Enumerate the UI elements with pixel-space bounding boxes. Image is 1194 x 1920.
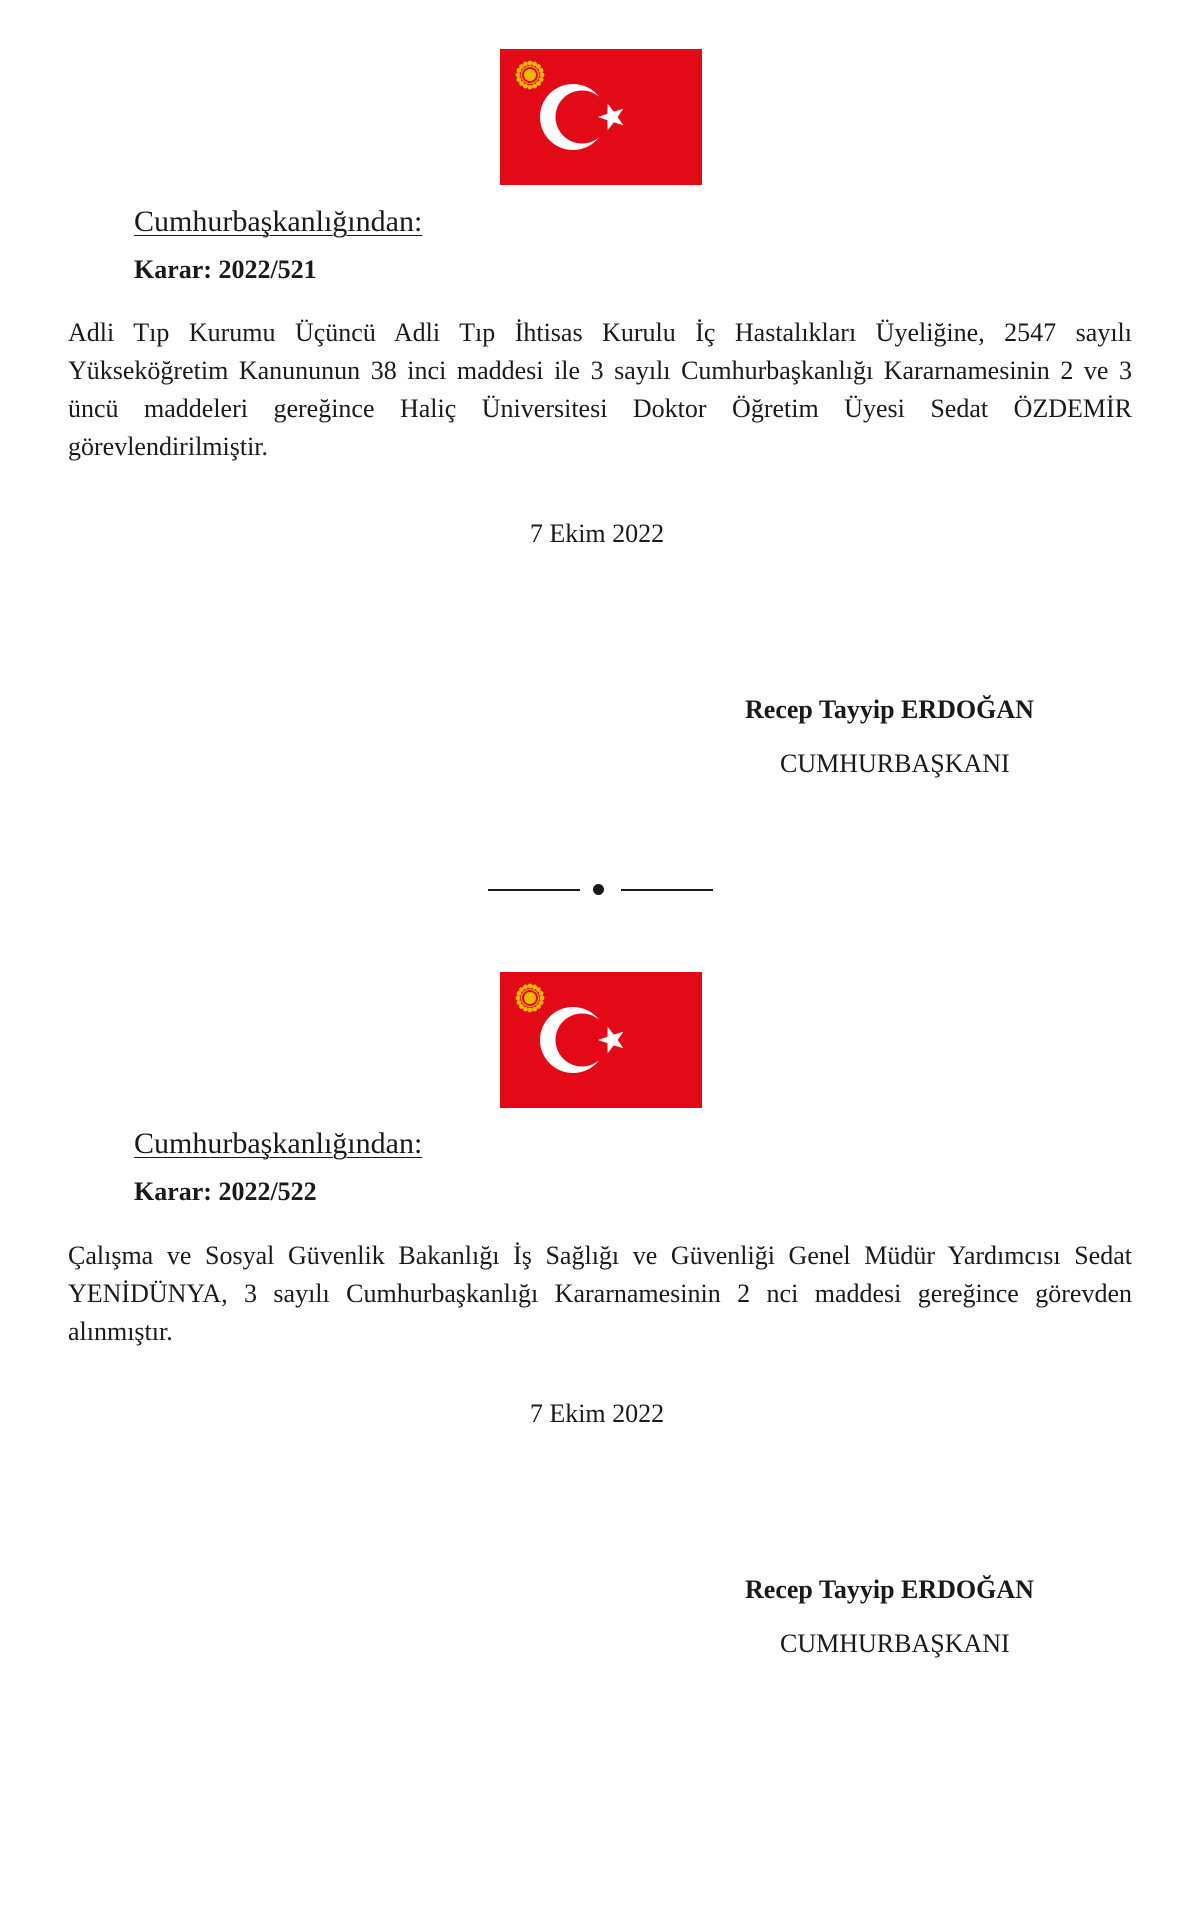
- decision-body: Adli Tıp Kurumu Üçüncü Adli Tıp İhtisas Kurulu İç Hastalıkları Üyeliğine, 2547 sayılı Yükseköğretim Kanununun 38 inci maddesi ile 3 sayılı Cumhurbaşkanlığı Kararnamesinin 2 ve 3 üncü maddeleri gereğince Haliç Üniversitesi Doktor Öğretim Üyesi Sedat ÖZDEMİR görevlendirilmiştir.: [68, 318, 1132, 461]
- decision-body: Çalışma ve Sosyal Güvenlik Bakanlığı İş Sağlığı ve Güvenliği Genel Müdür Yardımcısı Sedat YENİDÜNYA, 3 sayılı Cumhurbaşkanlığı Kararnamesinin 2 nci maddesi gereğince görevden alınmıştır.: [68, 1241, 1132, 1346]
- decision-number: Karar: 2022/521: [134, 255, 317, 284]
- signatory-name: Recep Tayyip ERDOĞAN: [745, 1575, 1034, 1604]
- decision-number: Karar: 2022/522: [134, 1177, 317, 1206]
- decision-date: 7 Ekim 2022: [529, 1399, 665, 1428]
- signatory-name: Recep Tayyip ERDOĞAN: [745, 695, 1034, 724]
- signatory-title: CUMHURBAŞKANI: [780, 1629, 1010, 1658]
- turkish-flag-emblem: [500, 49, 702, 185]
- decision-date: 7 Ekim 2022: [529, 519, 665, 548]
- flag-icon: [500, 49, 702, 185]
- separator-line-left: [488, 889, 580, 891]
- separator-dot-icon: [593, 884, 604, 895]
- flag-icon: [500, 972, 702, 1108]
- decision-heading: Cumhurbaşkanlığından:: [134, 1127, 423, 1160]
- signatory-title: CUMHURBAŞKANI: [780, 749, 1010, 778]
- section-separator: [0, 882, 1194, 896]
- separator-line-right: [621, 889, 713, 891]
- turkish-flag-emblem: [500, 972, 702, 1108]
- decision-heading: Cumhurbaşkanlığından:: [134, 205, 423, 238]
